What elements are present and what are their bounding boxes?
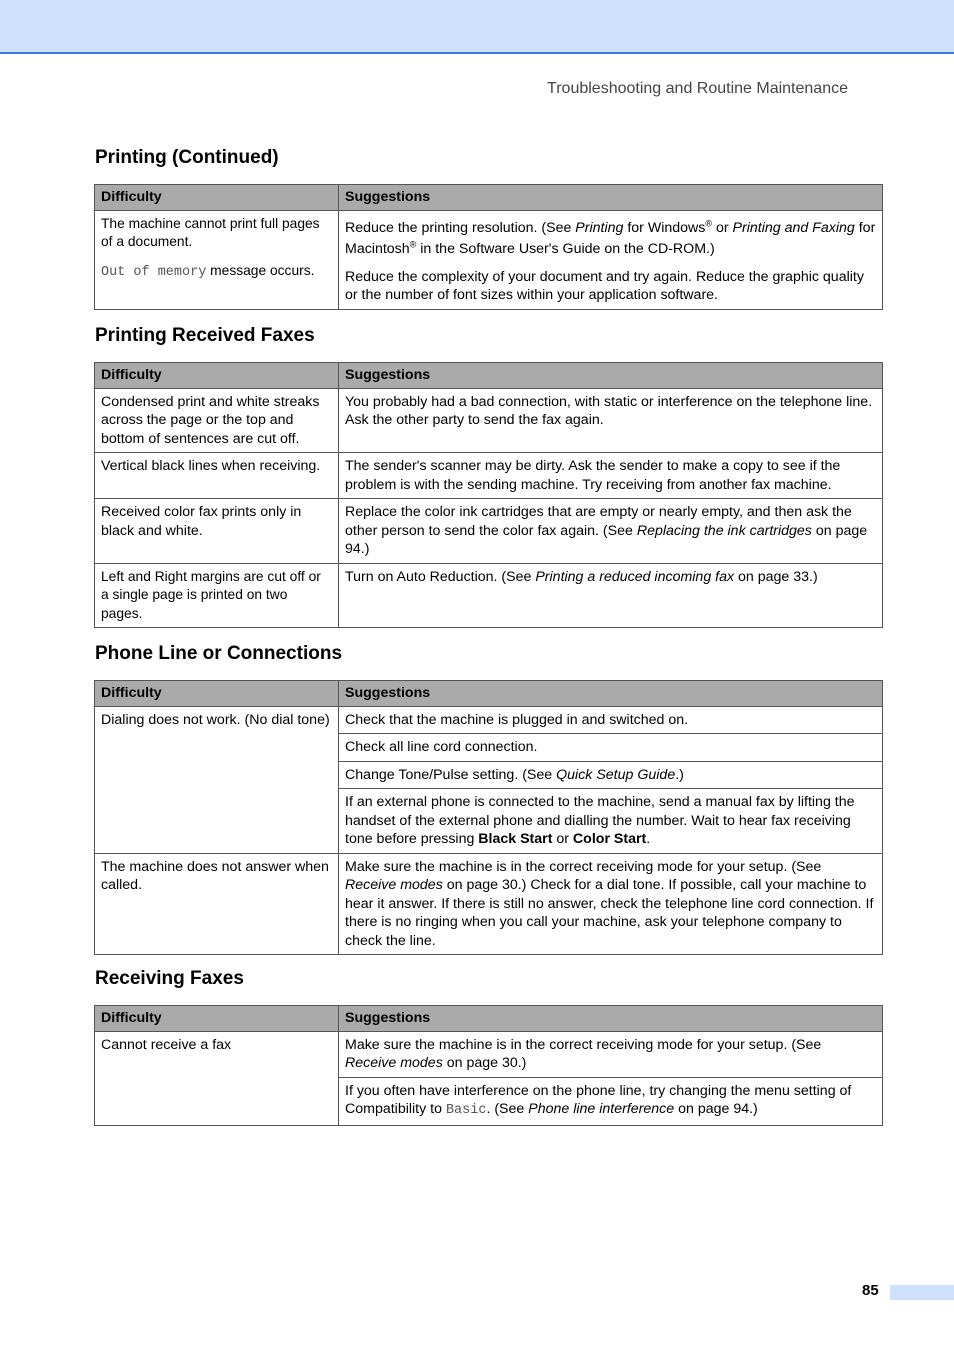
header-suggestions: Suggestions: [339, 363, 883, 389]
difficulty-cell: Received color fax prints only in black and white.: [95, 499, 339, 564]
suggestion-cell: Check all line cord connection.: [339, 734, 883, 762]
page-tab: [890, 1285, 954, 1300]
suggestion-cell: Make sure the machine is in the correct receiving mode for your setup. (See Receive modes on page 30.) Check for a dial tone. If possible, call your machine to hear it answer. If there is still no answer, check the telephone line cord connection. If there is no ringing when you call your machine, ask your telephone company to check the line.: [339, 853, 883, 955]
suggestion-cell: Check that the machine is plugged in and switched on.: [339, 706, 883, 734]
table-header-row: [95, 1006, 883, 1032]
suggestion-cell: [339, 210, 883, 309]
suggestion-cell: If an external phone is connected to the machine, send a manual fax by lifting the handset of the external phone and dialling the number. Wait to hear fax receiving tone before pressing Black Start or Color Start.: [339, 789, 883, 854]
page-number: 85: [862, 1282, 879, 1299]
header-difficulty: Difficulty: [95, 363, 339, 389]
difficulty-cell: Dialing does not work. (No dial tone): [95, 706, 339, 853]
section-title-receiving: Receiving Faxes: [95, 968, 244, 989]
black-start-key: Black Start: [478, 831, 553, 847]
top-band: [0, 0, 954, 54]
table-row: [95, 453, 883, 499]
table-row: [95, 499, 883, 564]
suggestion-cell: If you often have interference on the phone line, try changing the menu setting of Compatibility to Basic. (See Phone line interference on page 94.): [339, 1077, 883, 1125]
table-row: [95, 388, 883, 453]
header-suggestions: Suggestions: [339, 681, 883, 707]
suggestion-cell: Make sure the machine is in the correct receiving mode for your setup. (See Receive modes on page 30.): [339, 1031, 883, 1077]
difficulty-cell: Left and Right margins are cut off or a single page is printed on two pages.: [95, 563, 339, 628]
table-phone-line: [94, 680, 883, 955]
header-difficulty: Difficulty: [95, 1006, 339, 1032]
suggestion-cell: Replace the color ink cartridges that are empty or nearly empty, and then ask the other person to send the color fax again. (See Replacing the ink cartridges on page 94.): [339, 499, 883, 564]
table-row: [95, 706, 883, 734]
difficulty-text: Out of memory message occurs.: [101, 262, 315, 280]
header-suggestions: Suggestions: [339, 1006, 883, 1032]
difficulty-cell: Vertical black lines when receiving.: [95, 453, 339, 499]
section-title-phone-line: Phone Line or Connections: [95, 643, 343, 664]
difficulty-cell: [95, 210, 339, 309]
table-header-row: [95, 363, 883, 389]
table-row: [95, 210, 883, 309]
section-title-printing-received: Printing Received Faxes: [95, 325, 315, 346]
error-message-code: Out of memory: [101, 264, 207, 280]
suggestion-cell: You probably had a bad connection, with static or interference on the telephone line. Ask the other party to send the fax again.: [339, 388, 883, 453]
suggestion-text: Reduce the complexity of your document and try again. Reduce the graphic quality or the number of font sizes within your application software.: [345, 268, 864, 303]
header-difficulty: Difficulty: [95, 185, 339, 211]
difficulty-cell: The machine does not answer when called.: [95, 853, 339, 955]
difficulty-cell: Cannot receive a fax: [95, 1031, 339, 1125]
table-header-row: [95, 681, 883, 707]
suggestion-cell: Turn on Auto Reduction. (See Printing a reduced incoming fax on page 33.): [339, 563, 883, 628]
table-printing-received: [94, 362, 883, 628]
running-header: Troubleshooting and Routine Maintenance: [547, 80, 848, 97]
suggestion-cell: The sender's scanner may be dirty. Ask the sender to make a copy to see if the problem is with the sending machine. Try receiving from another fax machine.: [339, 453, 883, 499]
suggestion-cell: Change Tone/Pulse setting. (See Quick Setup Guide.): [339, 761, 883, 789]
table-header-row: [95, 185, 883, 211]
difficulty-text: The machine cannot print full pages of a document.: [101, 215, 320, 249]
section-title-printing-continued: Printing (Continued): [95, 147, 279, 168]
table-receiving: [94, 1005, 883, 1126]
table-row: [95, 853, 883, 955]
suggestion-text: Reduce the printing resolution. (See Printing for Windows® or Printing and Faxing for Macintosh® in the Software User's Guide on the CD-ROM.): [345, 217, 876, 257]
setting-value: Basic: [445, 1103, 487, 1118]
color-start-key: Color Start: [572, 831, 647, 847]
difficulty-cell: Condensed print and white streaks across the page or the top and bottom of sentences are cut off.: [95, 388, 339, 453]
header-suggestions: Suggestions: [339, 185, 883, 211]
header-difficulty: Difficulty: [95, 681, 339, 707]
table-row: [95, 1031, 883, 1077]
table-row: [95, 563, 883, 628]
table-printing-continued: [94, 184, 883, 310]
